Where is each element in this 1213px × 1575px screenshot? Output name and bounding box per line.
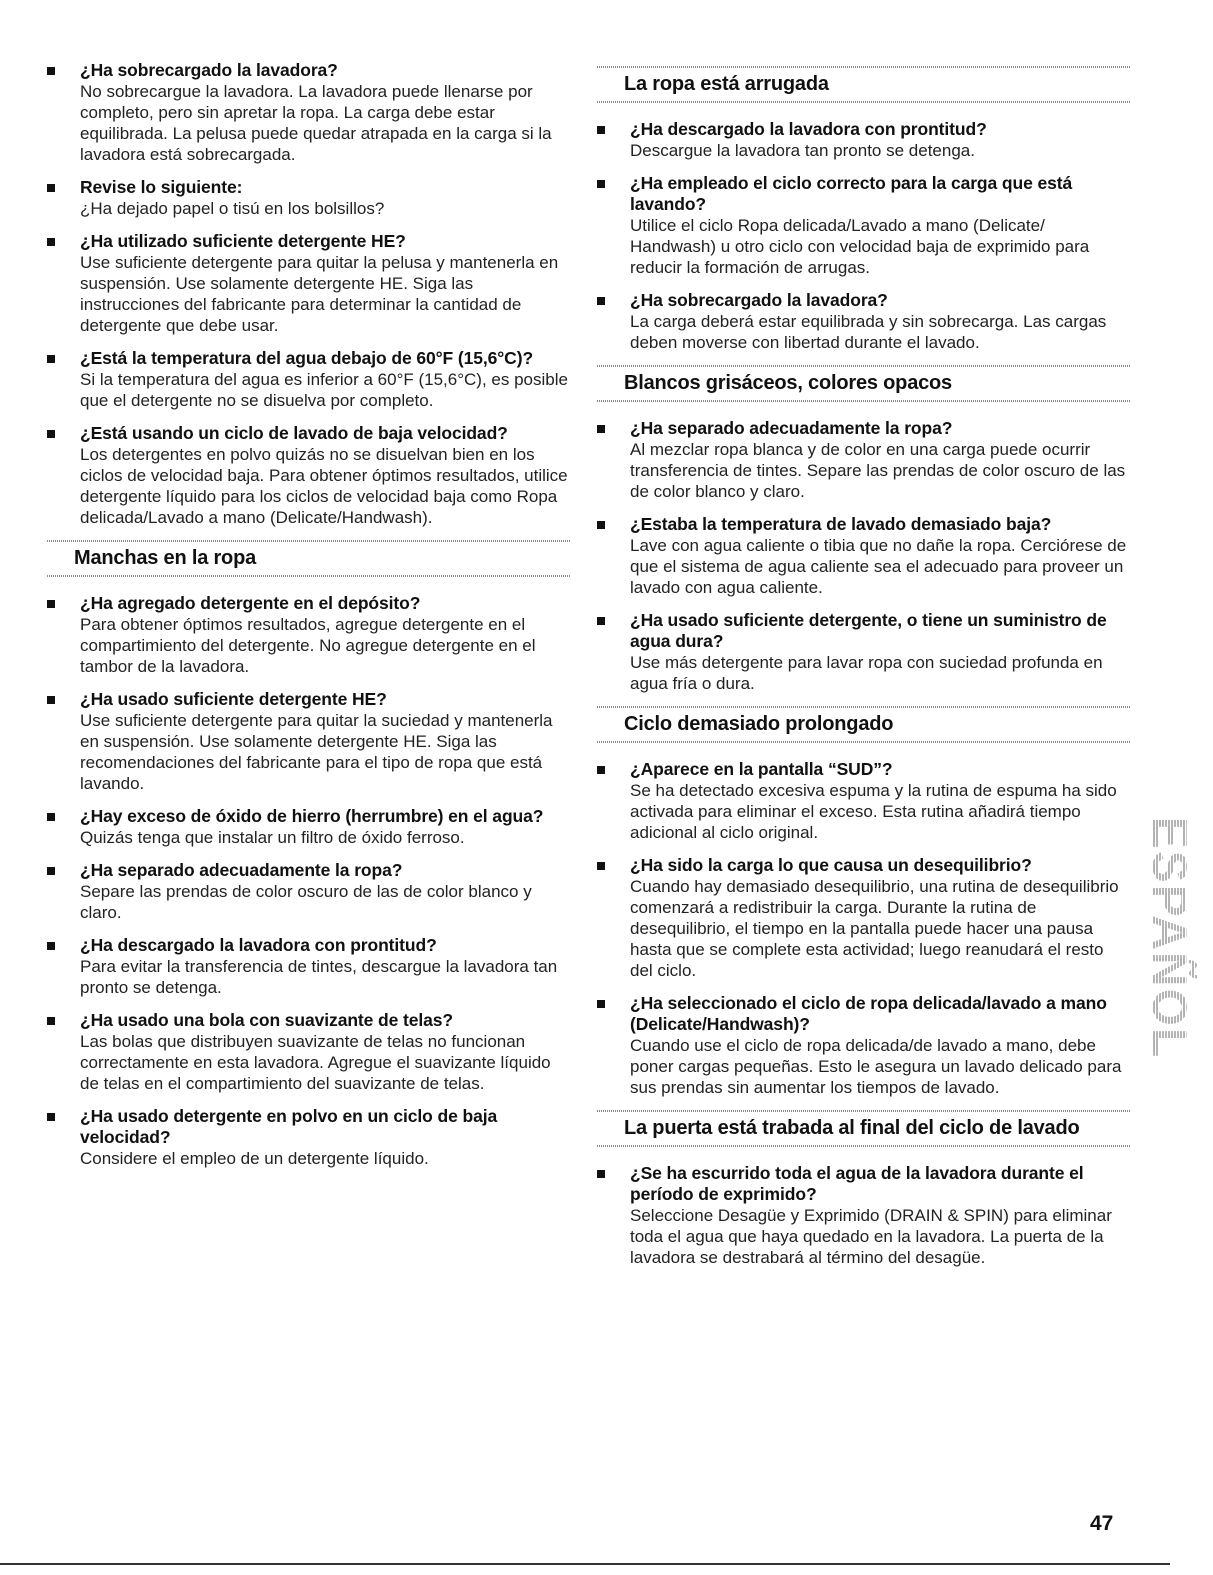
section-title: Ciclo demasiado prolongado (624, 713, 894, 735)
question: ¿Está la temperatura del agua debajo de 60°F (15,6°C)? (80, 348, 534, 368)
section-title: La puerta está trabada al final del ciclo de lavado (624, 1117, 1080, 1139)
question: ¿Ha usado suficiente detergente, o tiene un suministro de agua dura? (630, 610, 1107, 651)
bullet (597, 1170, 605, 1178)
bullet (47, 600, 55, 608)
answer: ¿Ha dejado papel o tisú en los bolsillos? (80, 199, 385, 218)
answer: Use más detergente para lavar ropa con suciedad profunda en agua fría o dura. (630, 653, 1103, 693)
answer: Si la temperatura del agua es inferior a 60°F (15,6°C), es posible que el detergente no se disuelva por completo. (80, 370, 568, 410)
answer: Al mezclar ropa blanca y de color en una carga puede ocurrir transferencia de tintes. Separe las prendas de color oscuro de las de color blanco y claro. (630, 440, 1126, 501)
question: ¿Hay exceso de óxido de hierro (herrumbre) en el agua? (80, 806, 544, 826)
question: ¿Está usando un ciclo de lavado de baja velocidad? (80, 423, 508, 443)
bullet (47, 238, 55, 246)
page-number: 47 (1090, 1512, 1114, 1535)
bullet (47, 813, 55, 821)
list-item (47, 593, 570, 677)
question: ¿Ha descargado la lavadora con prontitud? (80, 935, 437, 955)
list-item (597, 418, 1130, 502)
question: ¿Ha sido la carga lo que causa un desequilibrio? (630, 855, 1032, 875)
bullet (597, 862, 605, 870)
bullet (47, 67, 55, 75)
bullet (597, 425, 605, 433)
side-tab-label: ESPAÑOL (1142, 816, 1196, 1059)
list-item (47, 177, 570, 219)
answer: Quizás tenga que instalar un filtro de óxido ferroso. (80, 828, 465, 847)
section-header (597, 365, 1130, 402)
answer: Lave con agua caliente o tibia que no dañe la ropa. Cerciórese de que el sistema de agua caliente sea el adecuado para proveer un lavado con agua caliente. (630, 536, 1127, 597)
list-item (597, 993, 1130, 1098)
bullet (597, 297, 605, 305)
section-title: Manchas en la ropa (74, 547, 257, 569)
dotted-rule (597, 101, 1130, 103)
answer: Se ha detectado excesiva espuma y la rutina de espuma ha sido activada para eliminar el exceso. Esta rutina añadirá tiempo adicional al ciclo original. (630, 781, 1117, 842)
list-item (597, 290, 1130, 353)
answer: Considere el empleo de un detergente líquido. (80, 1149, 429, 1168)
bottom-rule (0, 1563, 1170, 1565)
section-header (597, 706, 1130, 743)
list-item (47, 689, 570, 794)
list-item (597, 119, 1130, 161)
answer: Utilice el ciclo Ropa delicada/Lavado a mano (Delicate/ Handwash) u otro ciclo con velocidad baja de exprimido para reducir la formación de arrugas. (630, 216, 1090, 277)
answer: Cuando use el ciclo de ropa delicada/de lavado a mano, debe poner cargas pequeñas. Esto le asegura un lavado delicado para sus prendas sin aumentar los tiempos de lavado. (630, 1036, 1122, 1097)
list-item (47, 1106, 570, 1169)
answer: Descargue la lavadora tan pronto se detenga. (630, 141, 975, 160)
question: ¿Estaba la temperatura de lavado demasiado baja? (630, 514, 1052, 534)
answer: Seleccione Desagüe y Exprimido (DRAIN & SPIN) para eliminar toda el agua que haya quedado en la lavadora. La puerta de la lavadora se destrabará al término del desagüe. (630, 1206, 1112, 1267)
bullet (597, 180, 605, 188)
question: ¿Ha usado suficiente detergente HE? (80, 689, 387, 709)
answer: Use suficiente detergente para quitar la pelusa y mantenerla en suspensión. Use solamente detergente HE. Siga las instrucciones del fabricante para determinar la cantidad de detergente que debe usar. (80, 253, 559, 335)
language-side-tab (1142, 815, 1196, 1060)
section-title: La ropa está arrugada (624, 73, 829, 95)
bullet (47, 355, 55, 363)
bullet (47, 1017, 55, 1025)
bullet (597, 766, 605, 774)
right-column (597, 66, 1130, 1280)
question: ¿Ha descargado la lavadora con prontitud? (630, 119, 987, 139)
bullet (47, 430, 55, 438)
list-item (47, 860, 570, 923)
list-item (597, 759, 1130, 843)
answer: No sobrecargue la lavadora. La lavadora puede llenarse por completo, pero sin apretar la ropa. La carga debe estar equilibrada. La pelusa puede quedar atrapada en la carga si la lavadora está sobrecargada. (80, 82, 552, 164)
section-header (597, 1110, 1130, 1147)
bullet (47, 184, 55, 192)
list-item (47, 348, 570, 411)
question: ¿Ha seleccionado el ciclo de ropa delicada/lavado a mano (Delicate/Handwash)? (630, 993, 1107, 1034)
bullet (47, 696, 55, 704)
answer: Use suficiente detergente para quitar la suciedad y mantenerla en suspensión. Use solamente detergente HE. Siga las recomendaciones del fabricante para el tipo de ropa que está lavando. (80, 711, 553, 793)
question: ¿Ha empleado el ciclo correcto para la carga que está lavando? (630, 173, 1073, 214)
bullet (47, 867, 55, 875)
question: ¿Ha separado adecuadamente la ropa? (80, 860, 403, 880)
question: ¿Ha sobrecargado la lavadora? (80, 60, 338, 80)
answer: Las bolas que distribuyen suavizante de telas no funcionan correctamente en esta lavadora. Agregue el suavizante líquido de telas en el compartimiento del suavizante de telas. (80, 1032, 551, 1093)
list-item (47, 935, 570, 998)
dotted-rule (597, 400, 1130, 402)
section-header (597, 66, 1130, 103)
question: ¿Ha separado adecuadamente la ropa? (630, 418, 953, 438)
list-item (47, 60, 570, 165)
answer: La carga deberá estar equilibrada y sin sobrecarga. Las cargas deben moverse con libertad durante el lavado. (630, 312, 1107, 352)
answer: Para obtener óptimos resultados, agregue detergente en el compartimiento del detergente. No agregue detergente en el tambor de la lavadora. (80, 615, 536, 676)
list-item (597, 1163, 1130, 1268)
bullet (597, 521, 605, 529)
bullet (597, 126, 605, 134)
section-title: Blancos grisáceos, colores opacos (624, 372, 952, 394)
question: ¿Ha usado una bola con suavizante de telas? (80, 1010, 454, 1030)
dotted-rule (597, 741, 1130, 743)
bullet (47, 1113, 55, 1121)
answer: Para evitar la transferencia de tintes, descargue la lavadora tan pronto se detenga. (80, 957, 558, 997)
question: ¿Ha sobrecargado la lavadora? (630, 290, 888, 310)
bullet (597, 1000, 605, 1008)
section-header (47, 540, 570, 577)
question: Revise lo siguiente: (80, 177, 243, 197)
list-item (47, 231, 570, 336)
dotted-rule (597, 1145, 1130, 1147)
question: ¿Se ha escurrido toda el agua de la lavadora durante el período de exprimido? (630, 1163, 1084, 1204)
answer: Cuando hay demasiado desequilibrio, una rutina de desequilibrio comenzará a redistribuir la carga. Durante la rutina de desequilibrio, el tiempo en la pantalla puede hacer una pausa hasta que se complete esta actividad; luego reanudará el resto del ciclo. (630, 877, 1119, 980)
answer: Los detergentes en polvo quizás no se disuelvan bien en los ciclos de velocidad baja. Para obtener óptimos resultados, utilice detergente líquido para los ciclos de velocidad baja como Ropa delicada/Lavado a mano (Delicate/Handwash). (80, 445, 568, 527)
list-item (597, 173, 1130, 278)
left-column (47, 60, 570, 1181)
question: ¿Ha utilizado suficiente detergente HE? (80, 231, 406, 251)
question: ¿Aparece en la pantalla “SUD”? (630, 759, 893, 779)
list-item (597, 610, 1130, 694)
question: ¿Ha agregado detergente en el depósito? (80, 593, 421, 613)
list-item (47, 1010, 570, 1094)
list-item (597, 855, 1130, 981)
answer: Separe las prendas de color oscuro de las de color blanco y claro. (80, 882, 532, 922)
list-item (47, 806, 570, 848)
list-item (47, 423, 570, 528)
bullet (597, 617, 605, 625)
dotted-rule (47, 575, 570, 577)
question: ¿Ha usado detergente en polvo en un ciclo de baja velocidad? (80, 1106, 498, 1147)
list-item (597, 514, 1130, 598)
bullet (47, 942, 55, 950)
